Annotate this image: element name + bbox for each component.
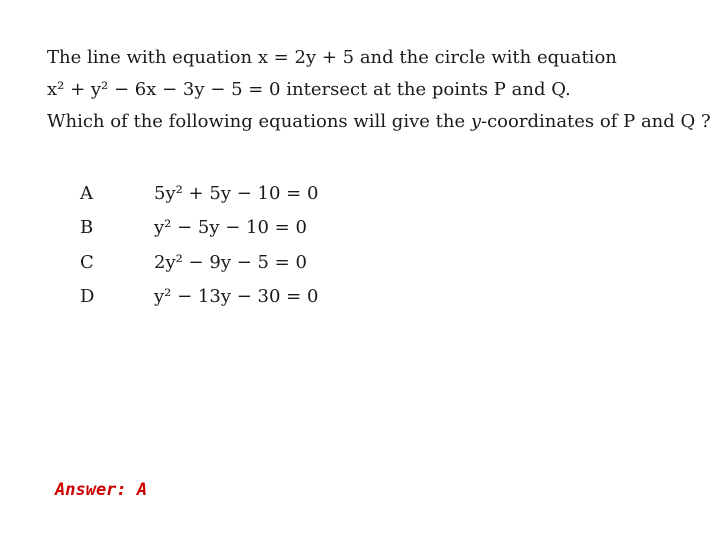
question-line-1 (47, 42, 707, 74)
question-line-3-pre: Which of the following equations will give the (47, 111, 471, 132)
answer-label: Answer: A (55, 480, 148, 500)
line-equation: x = 2y + 5 (257, 47, 355, 68)
option-equation: y² − 5y − 10 = 0 (154, 217, 307, 239)
option-a (80, 176, 480, 211)
option-equation: 5y² + 5y − 10 = 0 (154, 182, 319, 204)
question-line-1-pre: The line with equation (47, 47, 258, 68)
option-equation: 2y² − 9y − 5 = 0 (154, 251, 307, 273)
option-letter: A (80, 182, 93, 204)
option-letter: D (80, 286, 95, 308)
question-text (47, 42, 711, 138)
circle-equation: x² + y² − 6x − 3y − 5 = 0 (47, 79, 281, 100)
option-equation: y² − 13y − 30 = 0 (154, 286, 319, 308)
answer-options (80, 176, 480, 314)
question-line-1-post: and the circle with equation (354, 47, 617, 68)
option-b (80, 211, 480, 246)
option-c (80, 245, 480, 280)
option-d (80, 280, 480, 315)
question-line-3 (47, 106, 711, 138)
y-variable: y (470, 111, 481, 132)
question-line-2 (47, 74, 707, 106)
question-line-3-post: -coordinates of P and Q ? (481, 111, 711, 132)
option-letter: C (80, 251, 94, 273)
question-line-2-post: intersect at the points P and Q. (280, 79, 571, 100)
option-letter: B (80, 217, 94, 239)
